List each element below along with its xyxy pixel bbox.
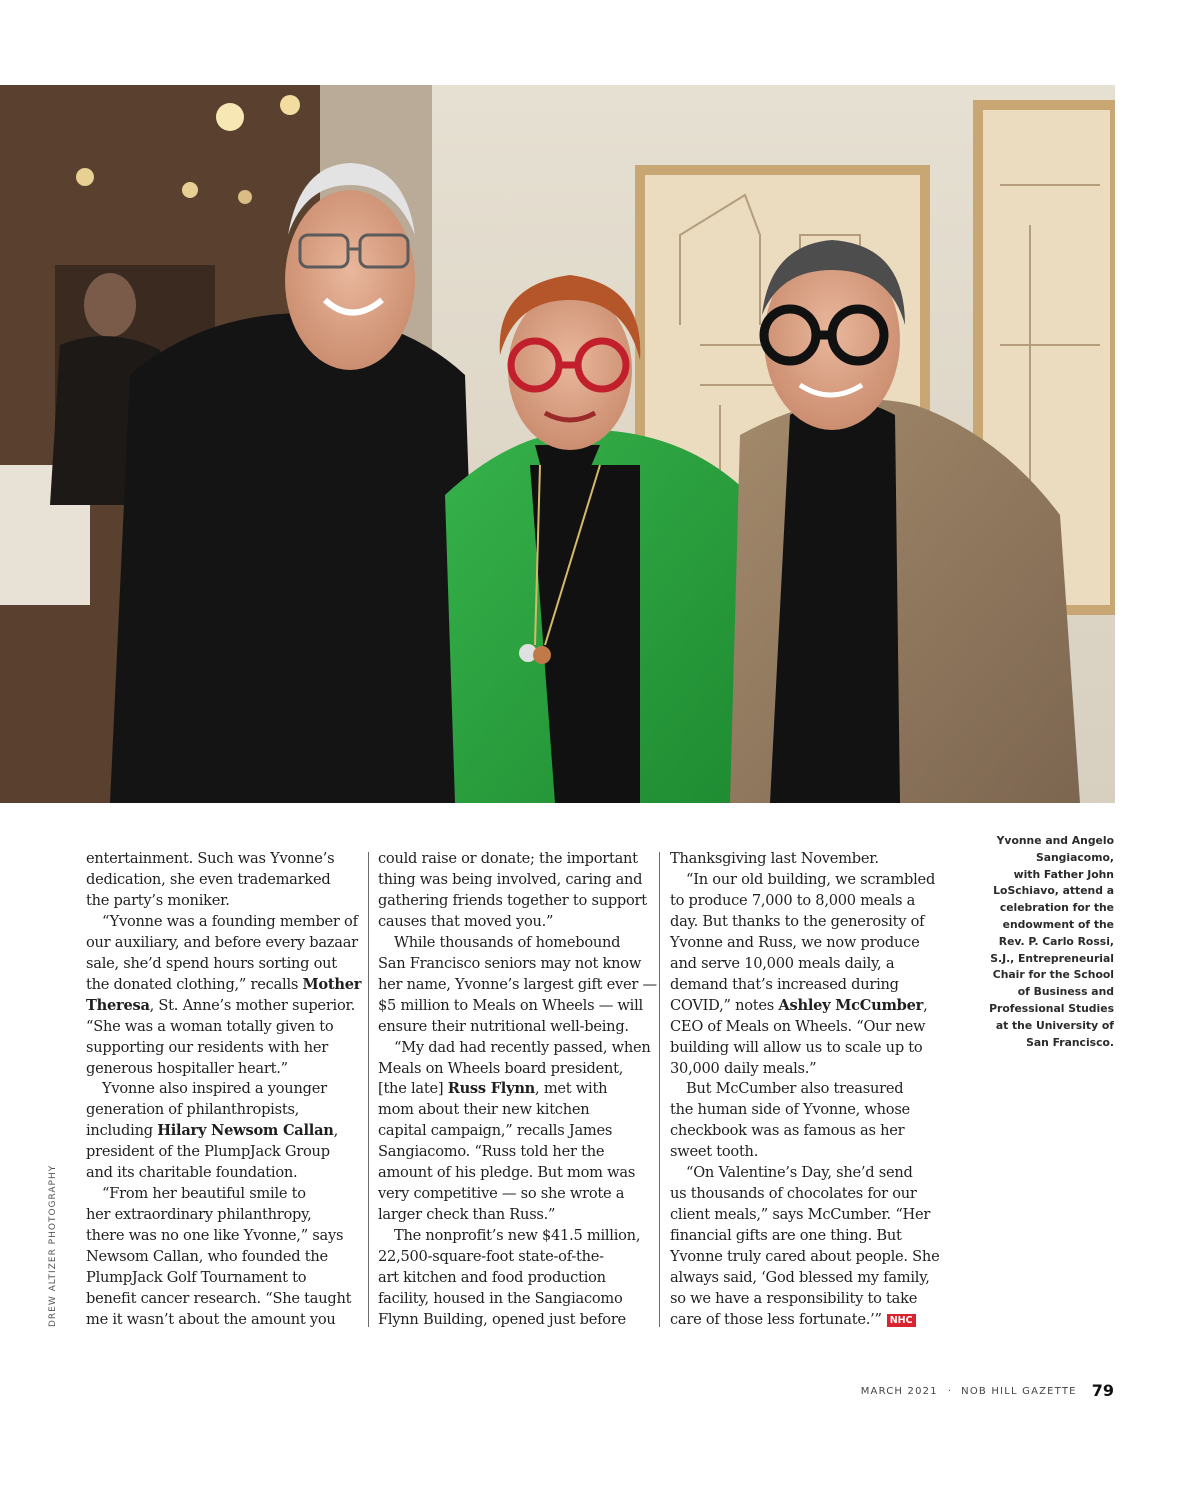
article-line	[670, 1059, 942, 1080]
line-text: sweet tooth.	[670, 1143, 759, 1161]
article-line	[86, 912, 358, 933]
article-line	[378, 849, 650, 870]
page-number: 79	[1091, 1381, 1114, 1400]
line-text: care of those less fortunate.’”	[670, 1310, 882, 1328]
line-text: her extraordinary philanthropy,	[86, 1206, 312, 1224]
article-line	[378, 870, 650, 891]
article-line	[378, 1226, 650, 1247]
line-text: Thanksgiving last November.	[670, 850, 879, 867]
article-line	[670, 1121, 942, 1142]
caption-line: Yvonne and Angelo	[996, 834, 1114, 847]
photo-illustration	[0, 85, 1115, 803]
article-line	[670, 912, 942, 933]
article-line	[670, 1289, 942, 1310]
article-line	[378, 933, 650, 954]
article-line	[670, 975, 942, 996]
article-line	[670, 1079, 942, 1100]
line-text: The nonprofit’s new $41.5 million,	[394, 1227, 641, 1245]
line-text: “Yvonne was a founding member of	[102, 912, 358, 930]
line-text: day. But thanks to the generosity of	[670, 912, 925, 930]
caption-line: of Business and	[1017, 985, 1114, 999]
article-line	[86, 1121, 358, 1142]
line-text: [the late]	[378, 1080, 448, 1098]
line-text: sale, she’d spend hours sorting out	[86, 954, 337, 972]
caption-line: celebration for the	[999, 901, 1114, 915]
article-line	[670, 1268, 942, 1289]
article-line	[86, 996, 358, 1017]
bold-name: Theresa	[86, 996, 150, 1014]
article-line	[86, 975, 362, 996]
article-line	[378, 912, 650, 933]
article-line	[670, 933, 942, 954]
article-line	[378, 1184, 650, 1205]
line-text: ,	[923, 996, 928, 1014]
bold-name: Hilary Newsom Callan	[157, 1122, 334, 1140]
line-text: could raise or donate; the important	[378, 850, 638, 867]
line-text: entertainment. Such was Yvonne’s	[86, 850, 335, 867]
line-text: Yvonne truly cared about people. She	[670, 1248, 940, 1266]
line-text: gathering friends together to support	[378, 891, 647, 909]
line-text: $5 million to Meals on Wheels — will	[378, 996, 643, 1014]
article-line	[670, 891, 942, 912]
article-line	[670, 1142, 942, 1163]
caption-line: endowment of the	[1002, 917, 1114, 931]
line-text: mom about their new kitchen	[378, 1101, 590, 1119]
article-column-2	[378, 849, 657, 1331]
article-line	[378, 1310, 650, 1331]
article-line	[670, 1226, 942, 1247]
caption-line: Sangiacomo,	[1035, 850, 1114, 864]
article-line	[670, 1247, 942, 1268]
line-text: financial gifts are one thing. But	[670, 1227, 902, 1245]
line-text: “My dad had recently passed, when	[394, 1038, 651, 1056]
article-line	[378, 1205, 650, 1226]
caption-line: at the University of	[995, 1018, 1114, 1032]
article-line	[378, 891, 650, 912]
article-line	[378, 1163, 650, 1184]
article-line	[378, 996, 650, 1017]
line-text: demand that’s increased during	[670, 975, 899, 993]
caption-line: Professional Studies	[989, 1001, 1114, 1015]
article-line	[86, 1205, 358, 1226]
line-text: building will allow us to scale up to	[670, 1038, 923, 1056]
column-divider	[368, 852, 369, 1327]
article-line	[670, 870, 942, 891]
line-text: generous hospitaller heart.”	[86, 1059, 288, 1077]
article-line	[378, 1017, 650, 1038]
line-text: PlumpJack Golf Tournament to	[86, 1269, 307, 1287]
article-line	[86, 1017, 358, 1038]
article-line	[86, 1289, 358, 1310]
article-line	[86, 870, 358, 891]
event-photo	[0, 85, 1115, 803]
article-line	[86, 1079, 358, 1100]
article-line	[670, 1310, 942, 1331]
line-text: dedication, she even trademarked	[86, 870, 331, 888]
article-line	[86, 1100, 358, 1121]
article-line	[378, 1100, 650, 1121]
line-text: Newsom Callan, who founded the	[86, 1248, 328, 1266]
article-line	[86, 1310, 358, 1331]
line-text: and serve 10,000 meals daily, a	[670, 954, 895, 972]
article-line	[86, 1184, 358, 1205]
article-line	[86, 1163, 358, 1184]
line-text: benefit cancer research. “She taught	[86, 1290, 352, 1308]
line-text: president of the PlumpJack Group	[86, 1143, 330, 1161]
line-text: 22,500-square-foot state-of-the-	[378, 1248, 604, 1266]
line-text: checkbook was as famous as her	[670, 1122, 905, 1140]
article-line	[378, 954, 650, 975]
line-text: “She was a woman totally given to	[86, 1017, 334, 1035]
line-text: , met with	[535, 1080, 608, 1098]
line-text: her name, Yvonne’s largest gift ever —	[378, 975, 657, 993]
bold-name: Ashley McCumber	[778, 996, 924, 1014]
line-text: the donated clothing,” recalls	[86, 975, 303, 993]
article-line	[670, 1100, 942, 1121]
end-mark-logo: NHC	[887, 1314, 916, 1327]
line-text: But McCumber also treasured	[686, 1080, 904, 1098]
article-line	[670, 1184, 942, 1205]
page-folio	[861, 1381, 1114, 1400]
line-text: generation of philanthropists,	[86, 1101, 300, 1119]
article-line	[86, 933, 358, 954]
photo-credit: DREW ALTIZER PHOTOGRAPHY	[48, 1164, 58, 1327]
line-text: Yvonne also inspired a younger	[102, 1080, 327, 1098]
article-line	[378, 1038, 650, 1059]
line-text: there was no one like Yvonne,” says	[86, 1227, 344, 1245]
line-text: client meals,” says McCumber. “Her	[670, 1206, 931, 1224]
line-text: our auxiliary, and before every bazaar	[86, 933, 358, 951]
caption-line: Chair for the School	[992, 968, 1114, 982]
article-line	[670, 996, 942, 1017]
folio-publication: NOB HILL GAZETTE	[961, 1386, 1077, 1397]
line-text: CEO of Meals on Wheels. “Our new	[670, 1017, 926, 1035]
line-text: art kitchen and food production	[378, 1269, 606, 1287]
line-text: supporting our residents with her	[86, 1038, 329, 1056]
line-text: the party’s moniker.	[86, 891, 230, 909]
article-line	[670, 1163, 942, 1184]
photo-caption	[974, 833, 1114, 1051]
line-text: COVID,” notes	[670, 996, 779, 1014]
article-line	[86, 954, 358, 975]
article-column-1	[86, 849, 362, 1331]
line-text: always said, ‘God blessed my family,	[670, 1269, 930, 1287]
line-text: us thousands of chocolates for our	[670, 1185, 917, 1203]
line-text: including	[86, 1122, 158, 1140]
line-text: capital campaign,” recalls James	[378, 1122, 613, 1140]
line-text: and its charitable foundation.	[86, 1164, 298, 1182]
article-line	[378, 1289, 650, 1310]
article-line	[378, 975, 657, 996]
line-text: thing was being involved, caring and	[378, 870, 643, 888]
article-line	[86, 1268, 358, 1289]
bold-name: Mother	[302, 975, 362, 993]
article-line	[86, 1226, 358, 1247]
article-line	[378, 1247, 650, 1268]
article-line	[378, 1079, 650, 1100]
caption-line: S.J., Entrepreneurial	[990, 951, 1114, 965]
line-text: 30,000 daily meals.”	[670, 1059, 817, 1077]
article-line	[86, 891, 358, 912]
article-line	[670, 1038, 942, 1059]
article-line	[378, 1121, 650, 1142]
article-line	[378, 1059, 650, 1080]
folio-separator: ·	[947, 1386, 952, 1397]
line-text: Meals on Wheels board president,	[378, 1059, 624, 1077]
line-text: the human side of Yvonne, whose	[670, 1101, 910, 1119]
column-divider	[659, 852, 660, 1327]
line-text: “In our old building, we scrambled	[686, 870, 936, 888]
line-text: While thousands of homebound	[394, 933, 621, 951]
line-text: ,	[333, 1122, 339, 1140]
article-line	[86, 1247, 358, 1268]
line-text: to produce 7,000 to 8,000 meals a	[670, 891, 916, 909]
line-text: , St. Anne’s mother superior.	[149, 996, 356, 1014]
line-text: “From her beautiful smile to	[102, 1185, 306, 1203]
line-text: me it wasn’t about the amount you	[86, 1310, 336, 1328]
line-text: very competitive — so she wrote a	[378, 1185, 625, 1203]
article-line	[86, 1059, 358, 1080]
line-text: amount of his pledge. But mom was	[378, 1164, 636, 1182]
article-column-3	[670, 849, 942, 1331]
article-line	[86, 849, 358, 870]
article-line	[378, 1142, 650, 1163]
article-line	[86, 1038, 358, 1059]
line-text: Sangiacomo. “Russ told her the	[378, 1143, 605, 1161]
line-text: causes that moved you.”	[378, 912, 554, 930]
article-line	[86, 1142, 358, 1163]
article-line	[670, 1205, 942, 1226]
article-line	[670, 1017, 942, 1038]
caption-line: Rev. P. Carlo Rossi,	[998, 934, 1114, 948]
line-text: Yvonne and Russ, we now produce	[670, 933, 920, 951]
caption-line: LoSchiavo, attend a	[993, 884, 1114, 898]
line-text: ensure their nutritional well-being.	[378, 1017, 629, 1035]
caption-line: San Francisco.	[1026, 1035, 1114, 1049]
article-line	[670, 954, 942, 975]
article-line	[378, 1268, 650, 1289]
line-text: Flynn Building, opened just before	[378, 1310, 626, 1328]
line-text: larger check than Russ.”	[378, 1206, 556, 1224]
line-text: facility, housed in the Sangiacomo	[378, 1290, 623, 1308]
line-text: San Francisco seniors may not know	[378, 954, 642, 972]
line-text: so we have a responsibility to take	[670, 1290, 918, 1308]
bold-name: Russ Flynn	[447, 1080, 536, 1098]
caption-line: with Father John	[1013, 867, 1114, 881]
article-line	[670, 849, 942, 870]
line-text: “On Valentine’s Day, she’d send	[686, 1164, 913, 1182]
folio-issue: MARCH 2021	[860, 1386, 938, 1397]
